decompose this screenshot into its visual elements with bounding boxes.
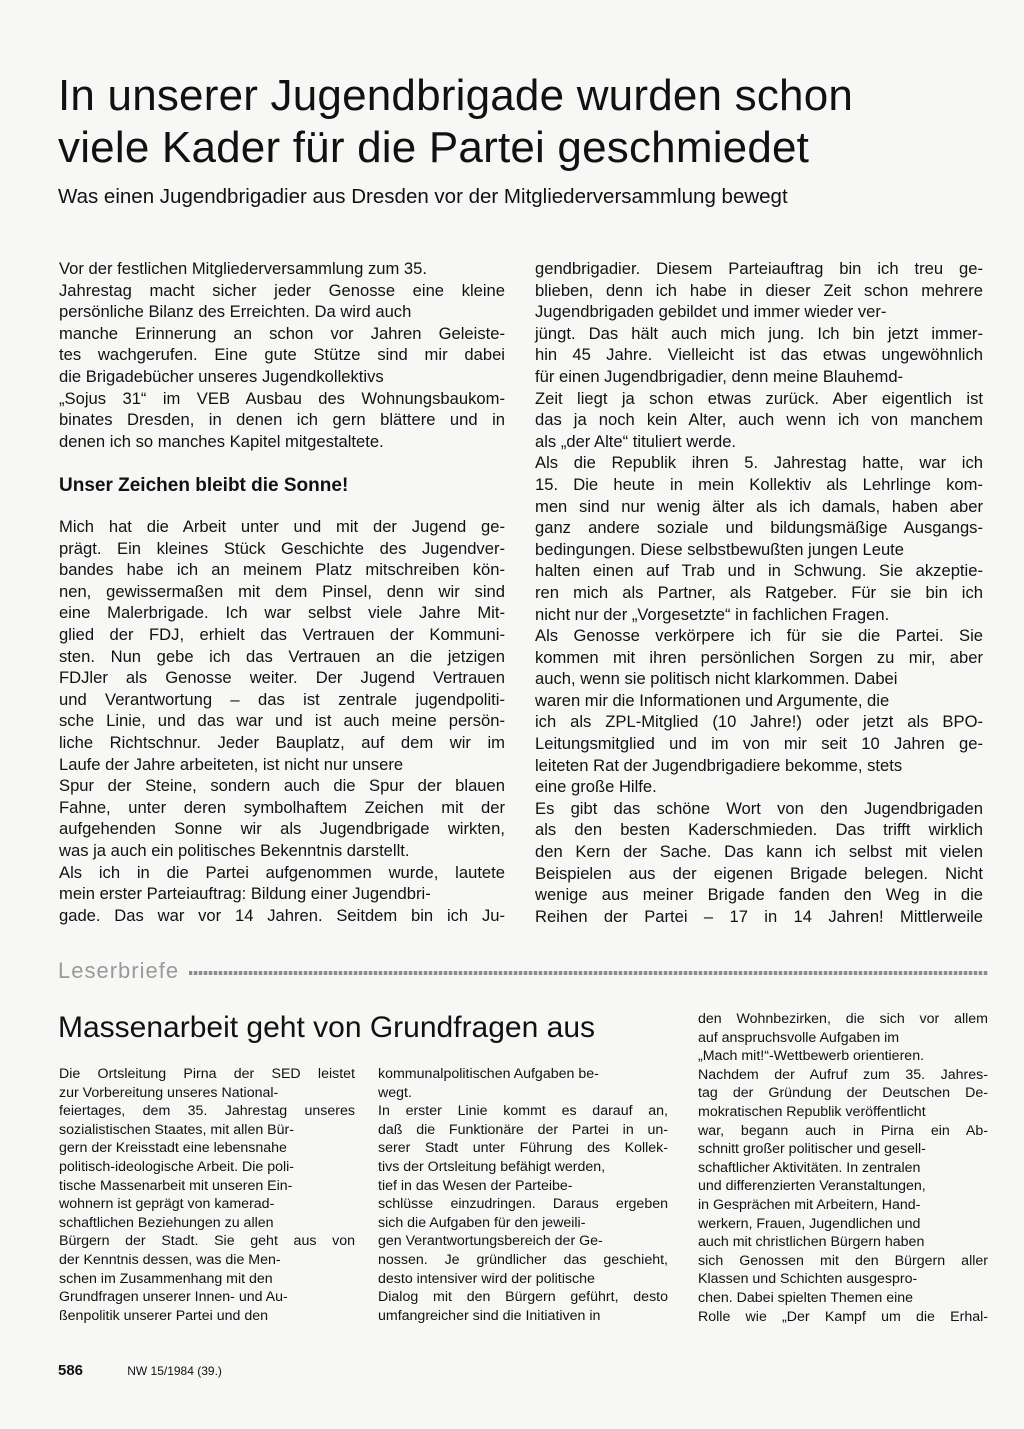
text-line: tivs der Ortsleitung befähigt werden, <box>378 1158 606 1175</box>
text-line: schen im Zusammenhang mit den <box>59 1270 273 1287</box>
text-line: Fahne, unter deren symbolhaftem Zeichen mit der <box>59 797 505 817</box>
text-line: „Mach mit!“-Wettbewerb orientieren. <box>698 1048 925 1065</box>
text-line: tische Massenarbeit mit unseren Ein- <box>59 1177 293 1194</box>
text-line: gern der Kreisstadt eine lebensnahe <box>59 1140 287 1157</box>
text-line: ßenpolitik unserer Partei und den <box>59 1307 268 1324</box>
article-headline <box>58 70 958 174</box>
article-right-column <box>535 258 983 927</box>
text-line: ren mich als Partner, als Ratgeber. Für sie bin ich <box>535 582 983 602</box>
text-line: schnitt großer politischer und gesell- <box>698 1141 926 1158</box>
text-line: das ja noch kein Alter, auch wenn ich von manchem <box>535 410 983 430</box>
issue-label: NW 15/1984 (39.) <box>127 1364 222 1378</box>
text-line: Klassen und Schichten ausgespro- <box>698 1271 918 1288</box>
text-line: nicht nur der „Vorgesetzte“ in fachlichen Fragen. <box>535 604 890 624</box>
text-line: prägt. Ein kleines Stück Geschichte des Jugendver- <box>59 538 505 558</box>
text-line: kommen mit ihren persönlichen Sorgen zu mir, aber <box>535 647 983 667</box>
section-heading: Unser Zeichen bleibt die Sonne! <box>59 475 349 496</box>
text-line: bandes habe ich an meinem Platz mitschreiben kön- <box>59 560 505 580</box>
letter-column-1 <box>59 1065 355 1325</box>
text-line: jüngt. Das hält auch mich jung. Ich bin jetzt immer- <box>535 323 983 343</box>
text-line: persönliche Bilanz des Erreichten. Da wird auch <box>59 302 412 322</box>
text-line: und Verantwortung – das ist zentrale jugendpoliti- <box>59 689 505 709</box>
letter-column-2 <box>378 1065 668 1325</box>
text-line: auf anspruchsvolle Aufgaben im <box>698 1029 900 1046</box>
text-line: denen ich so manches Kapitel mitgestaltete. <box>59 431 384 451</box>
text-line: mokratischen Republik veröffentlicht <box>698 1103 926 1120</box>
text-line: war, begann auch in Pirna ein Ab- <box>698 1122 988 1139</box>
text-line: tag der Gründung der Deutschen De- <box>698 1085 988 1102</box>
text-line: feiertages, dem 35. Jahrestag unseres <box>59 1103 355 1120</box>
text-line: Mich hat die Arbeit unter und mit der Jugend ge- <box>59 517 505 536</box>
text-line: ganz andere soziale und bildungsmäßige Ausgangs- <box>535 518 983 538</box>
text-line: In erster Linie kommt es darauf an, <box>378 1103 668 1120</box>
text-line: in Gesprächen mit Arbeitern, Hand- <box>698 1196 921 1213</box>
text-line: umfangreicher sind die Initiativen in <box>378 1307 601 1324</box>
text-line: tes wachgerufen. Eine gute Stütze sind mir dabei <box>59 345 505 365</box>
text-line: eine große Hilfe. <box>535 777 657 797</box>
text-line: Grundfragen unserer Innen- und Au- <box>59 1289 288 1306</box>
text-line: manche Erinnerung an schon vor Jahren Geleiste- <box>59 323 505 343</box>
text-line: waren mir die Informationen und Argumente, die <box>535 690 890 710</box>
text-line: hin 45 Jahre. Vielleicht ist das etwas ungewöhnlich <box>535 345 983 365</box>
text-line: Als Genosse verkörpere ich für sie die Partei. Sie <box>535 626 983 646</box>
text-line: wegt. <box>378 1084 412 1101</box>
text-line: Jugendbrigaden gebildet und immer wieder ver- <box>535 302 887 322</box>
text-line: wenige aus meiner Brigade fanden den Weg in die <box>535 885 983 905</box>
article-subhead: Was einen Jugendbrigadier aus Dresden vor der Mitgliederversammlung bewegt <box>58 185 788 208</box>
page-footer <box>58 1362 222 1379</box>
text-line: politisch-ideologische Arbeit. Die poli- <box>59 1158 295 1175</box>
text-line: glied der FDJ, erhielt das Vertrauen der Kommuni- <box>59 624 505 644</box>
text-line: Zeit liegt ja schon etwas zurück. Aber eigentlich ist <box>535 388 983 408</box>
text-line: Als die Republik ihren 5. Jahrestag hatte, war ich <box>535 453 983 473</box>
text-line: und differenzierten Veranstaltungen, <box>698 1178 926 1195</box>
text-line: was ja auch ein politisches Bekenntnis darstellt. <box>59 840 410 860</box>
letters-section-bar <box>58 958 988 984</box>
text-line: der Kenntnis dessen, was die Men- <box>59 1251 281 1268</box>
text-line: mein erster Parteiauftrag: Bildung einer Jugendbri- <box>59 884 431 904</box>
text-line: nossen. Je gründlicher das geschieht, <box>378 1251 668 1268</box>
text-line: 15. Die heute in mein Kollektiv als Lehrlinge kom- <box>535 474 983 494</box>
text-line: serer Stadt unter Führung des Kollek- <box>378 1140 668 1157</box>
text-line: gendbrigadier. Diesem Parteiauftrag bin ich treu ge- <box>535 259 983 278</box>
text-line: als „der Alte“ tituliert werde. <box>535 431 737 451</box>
text-line: ich als ZPL-Mitglied (10 Jahre!) oder jetzt als BPO- <box>535 712 983 732</box>
text-line: blieben, denn ich habe in dieser Zeit schon mehrere <box>535 280 983 300</box>
text-line: Jahrestag macht sicher jeder Genosse eine kleine <box>59 280 505 300</box>
text-line: auch, wenn sie politisch nicht klarkommen. Dabei <box>535 669 898 689</box>
text-line: Vor der festlichen Mitgliederversammlung zum 35. <box>59 259 427 278</box>
text-line: Als ich in die Partei aufgenommen wurde, lautete <box>59 862 505 882</box>
text-line: Dialog mit den Bürgern geführt, desto <box>378 1289 668 1306</box>
text-line: daß die Funktionäre der Partei in un- <box>378 1121 668 1138</box>
text-line: Beispielen aus der eigenen Brigade belegen. Nicht <box>535 863 983 883</box>
text-line: den Kern der Sache. Das kann ich selbst mit vielen <box>535 842 983 862</box>
text-line: Bürgern der Stadt. Sie geht aus von <box>59 1233 355 1250</box>
text-line: desto intensiver wird der politische <box>378 1270 595 1287</box>
text-line: schaftlicher Aktivitäten. In zentralen <box>698 1159 921 1176</box>
text-line: werkern, Frauen, Jugendlichen und <box>698 1215 921 1232</box>
text-line: Rolle wie „Der Kampf um die Erhal- <box>698 1308 988 1325</box>
text-line: „Sojus 31“ im VEB Ausbau des Wohnungsbaukom- <box>59 388 505 408</box>
text-line: liche Richtschnur. Jeder Bauplatz, auf dem wir im <box>59 732 505 752</box>
text-line: Spur der Steine, sondern auch die Spur der blauen <box>59 776 505 796</box>
letter-column-3 <box>698 1010 988 1326</box>
text-line: tief in das Wesen der Parteibe- <box>378 1177 573 1194</box>
dotted-rule <box>189 971 988 975</box>
text-line: halten einen auf Trab und in Schwung. Sie akzeptie- <box>535 561 983 581</box>
text-line: sche Linie, und das war und ist auch meine persön- <box>59 711 505 731</box>
text-line: Laufe der Jahre arbeiteten, ist nicht nur unsere <box>59 754 404 774</box>
text-line: kommunalpolitischen Aufgaben be- <box>378 1066 599 1082</box>
text-line: als den besten Kaderschmieden. Das trifft wirklich <box>535 820 983 840</box>
article-intro-column <box>59 258 505 452</box>
headline-line: In unserer Jugendbrigade wurden schon <box>58 71 854 120</box>
text-line: leiteten Rat der Jugendbrigadiere bekomme, stets <box>535 755 903 775</box>
text-line: für einen Jugendbrigadier, denn meine Blauhemd- <box>535 366 904 386</box>
text-line: men sind nur wenig älter als ich damals, haben aber <box>535 496 983 516</box>
text-line: Leitungsmitglied und im von mir seit 10 Jahren ge- <box>535 734 983 754</box>
text-line: chen. Dabei spielten Themen eine <box>698 1289 914 1306</box>
text-line: Die Ortsleitung Pirna der SED leistet <box>59 1066 355 1082</box>
text-line: binates Dresden, in denen ich gern blättere und in <box>59 410 505 430</box>
text-line: zur Vorbereitung unseres National- <box>59 1084 279 1101</box>
article-section-column <box>59 516 505 926</box>
text-line: wohnern ist geprägt von kamerad- <box>59 1196 275 1213</box>
text-line: sich Genossen mit den Bürgern aller <box>698 1252 988 1269</box>
text-line: gade. Das war vor 14 Jahren. Seitdem bin ich Ju- <box>59 905 505 925</box>
text-line: Nachdem der Aufruf zum 35. Jahres- <box>698 1066 988 1083</box>
text-line: die Brigadebücher unseres Jugendkollektivs <box>59 366 384 386</box>
text-line: bedingungen. Diese selbstbewußten jungen Leute <box>535 539 905 559</box>
text-line: nen, gewissermaßen mit dem Pinsel, denn wir sind <box>59 581 505 601</box>
text-line: schlüsse einzudringen. Daraus ergeben <box>378 1196 668 1213</box>
text-line: gen Verantwortungsbereich der Ge- <box>378 1233 603 1250</box>
text-line: aufgehenden Sonne wir als Jugendbrigade wirkten, <box>59 819 505 839</box>
text-line: den Wohnbezirken, die sich vor allem <box>698 1011 988 1027</box>
text-line: sich die Aufgaben für den jeweili- <box>378 1214 586 1231</box>
text-line: sozialistischen Staates, mit allen Bür- <box>59 1121 294 1138</box>
text-line: eine Malerbrigade. Ich war selbst viele Jahre Mit- <box>59 603 505 623</box>
text-line: sten. Nun gebe ich das Vertrauen an die jetzigen <box>59 646 505 666</box>
headline-line: viele Kader für die Partei geschmiedet <box>58 123 810 172</box>
letter-headline: Massenarbeit geht von Grundfragen aus <box>58 1011 595 1044</box>
text-line: schaftlichen Beziehungen zu allen <box>59 1214 274 1231</box>
text-line: Es gibt das schöne Wort von den Jugendbrigaden <box>535 798 983 818</box>
text-line: auch mit christlichen Bürgern haben <box>698 1234 925 1251</box>
text-line: FDJler als Genosse weiter. Der Jugend Vertrauen <box>59 668 505 688</box>
text-line: Reihen der Partei – 17 in 14 Jahren! Mittlerweile <box>535 906 983 926</box>
page-number: 586 <box>58 1362 84 1379</box>
letters-section-label: Leserbriefe <box>58 958 180 983</box>
